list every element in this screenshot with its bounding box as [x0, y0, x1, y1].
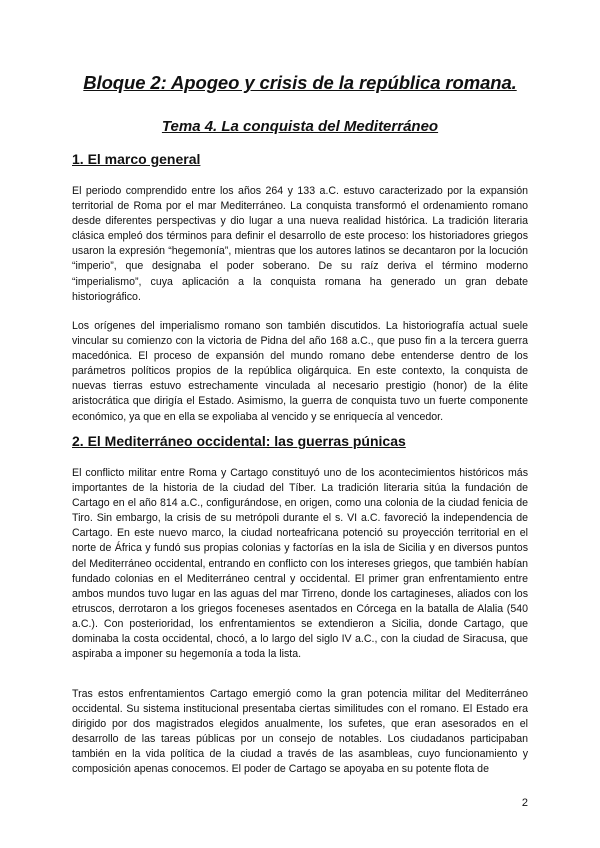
page-number: 2: [521, 797, 528, 809]
paragraph: Tras estos enfrentamientos Cartago emergió como la gran potencia militar del Mediterráneo occidental. Su sistema institucional presentaba ciertas similitudes con el romano. El Estado era dirigido por dos magistrados elegidos anualmente, los sufetes, que eran asesorados en el desarrollo de las tareas públicas por un consejo de notables. Los ciudadanos participaban también en la vida política de la ciudad a través de las asambleas, cuyo funcionamiento y composición apenas conocemos. El poder de Cartago se apoyaba en su potente flota de: [72, 688, 528, 776]
section-heading-marco-general: 1. El marco general: [72, 151, 201, 167]
section-heading-guerras-punicas: 2. El Mediterráneo occidental: las guerras púnicas: [72, 433, 406, 449]
block-title: Bloque 2: Apogeo y crisis de la república romana.: [83, 72, 517, 93]
paragraph: El periodo comprendido entre los años 264 y 133 a.C. estuvo caracterizado por la expansión territorial de Roma por el mar Mediterráneo. La conquista transformó el ordenamiento romano desde diferentes perspectivas y dio lugar a una nueva realidad histórica. La tradición literaria clásica empleó dos términos para definir el desarrollo de este proceso: los historiadores griegos usaron la expresión “hegemonía”, mientras que los autores latinos se decantaron por la locución “imperio”, que designaba el poder soberano. De su raíz deriva el término moderno “imperialismo”, cuya aplicación a la conquista romana ha generado un gran debate historiográfico.: [72, 185, 528, 303]
paragraph: El conflicto militar entre Roma y Cartago constituyó uno de los acontecimientos históricos más importantes de la historia de la ciudad del Tíber. La tradición literaria sitúa la fundación de Cartago en el año 814 a.C., configurándose, en origen, como una colonia de la ciudad fenicia de Tiro. Sin embargo, la crisis de su metrópoli durante el s. VI a.C. favoreció la independencia de Cartago. En este nuevo marco, la ciudad norteafricana potenció su proyección territorial en el norte de África y fundó sus propias colonias y factorías en la isla de Sicilia y en diversos puntos del Mediterráneo occidental, entrando en conflicto con los intereses griegos, que también habían fundado colonias en el Mediterráneo central y occidental. El primer gran enfrentamiento entre ambos mundos tuvo lugar en las aguas del mar Tirreno, donde los cartagineses, aliados con los etruscos, derrotaron a los griegos foceneses asentados en Córcega en la batalla de Alalia (540 a.C.). Con posterioridad, los enfrentamientos se extendieron a Sicilia, donde Cartago, que dominaba la costa occidental, chocó, a lo largo del siglo IV a.C., con la ciudad de Siracusa, que aspiraba a imponer su hegemonía a toda la lista.: [72, 467, 528, 661]
paragraph: Los orígenes del imperialismo romano son también discutidos. La historiografía actual suele vincular su comienzo con la victoria de Pidna del año 168 a.C., que puso fin a la tercera guerra macedónica. El proceso de expansión del mundo romano debe entenderse dentro de los parámetros políticos propios de la república oligárquica. En este contexto, la conquista de nuevas tierras estuvo estrechamente vinculada al necesario prestigio (honor) de la élite aristocrática que dirigía el Estado. Asimismo, la guerra de conquista tuvo un fuerte componente económico, ya que en ella se expoliaba al vencido y se enriquecía al vencedor.: [72, 320, 528, 423]
topic-title: Tema 4. La conquista del Mediterráneo: [161, 118, 439, 135]
